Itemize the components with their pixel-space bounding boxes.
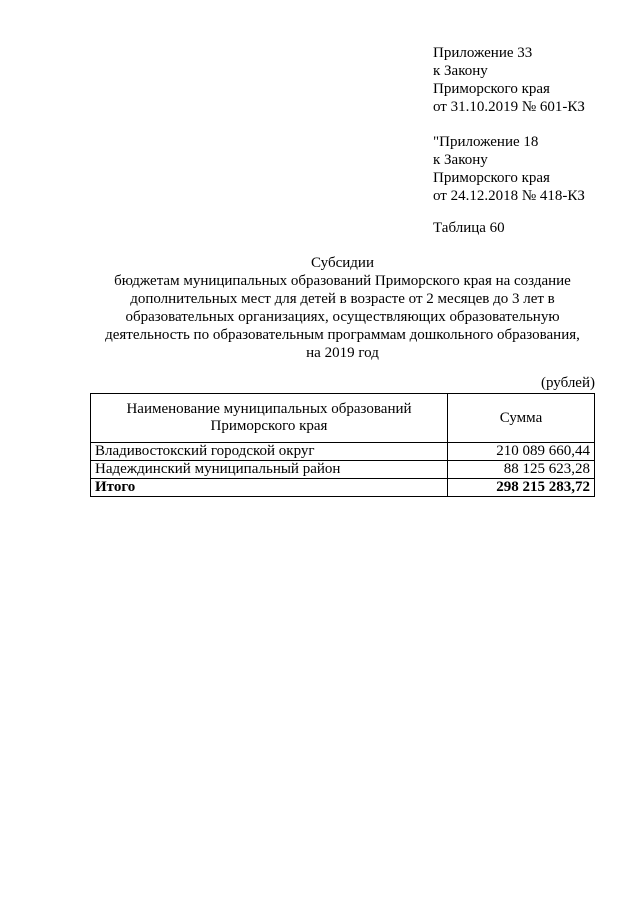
- table-header-row: [91, 394, 595, 443]
- annex-line: Приморского края: [433, 170, 550, 186]
- unit-label: (рублей): [540, 375, 595, 391]
- title-line: Субсидии: [311, 255, 374, 271]
- municipality-name: Владивостокский городской округ: [91, 443, 448, 461]
- total-label: Итого: [91, 479, 448, 497]
- document-title: [90, 254, 595, 362]
- table-number: Таблица 60: [433, 220, 505, 236]
- header-name-line: Приморского края: [210, 418, 328, 434]
- header-name-line: Наименование муниципальных образований: [126, 401, 412, 417]
- annex-line: Приложение 33: [433, 45, 533, 61]
- subsidy-amount: 88 125 623,28: [448, 461, 595, 479]
- annex-reference-current: [433, 44, 585, 116]
- header-sum: Сумма: [448, 394, 595, 443]
- annex-line: к Закону: [433, 152, 488, 168]
- annex-line: от 24.12.2018 № 418-КЗ: [433, 188, 585, 204]
- header-name: [91, 394, 448, 443]
- table-row: [91, 461, 595, 479]
- annex-line: к Закону: [433, 63, 488, 79]
- total-amount: 298 215 283,72: [448, 479, 595, 497]
- subsidy-amount: 210 089 660,44: [448, 443, 595, 461]
- annex-line: Приморского края: [433, 81, 550, 97]
- title-line: бюджетам муниципальных образований Приморского края на создание: [114, 273, 571, 289]
- annex-reference-original: [433, 133, 585, 205]
- title-line: на 2019 год: [306, 345, 379, 361]
- title-line: образовательных организациях, осуществляющих образовательную: [125, 309, 560, 325]
- municipality-name: Надеждинский муниципальный район: [91, 461, 448, 479]
- title-line: дополнительных мест для детей в возрасте от 2 месяцев до 3 лет в: [130, 291, 555, 307]
- table-row: [91, 443, 595, 461]
- annex-line: "Приложение 18: [433, 134, 539, 150]
- title-line: деятельность по образовательным программам дошкольного образования,: [105, 327, 580, 343]
- subsidy-table: [90, 393, 595, 497]
- annex-line: от 31.10.2019 № 601-КЗ: [433, 99, 585, 115]
- table-total-row: [91, 479, 595, 497]
